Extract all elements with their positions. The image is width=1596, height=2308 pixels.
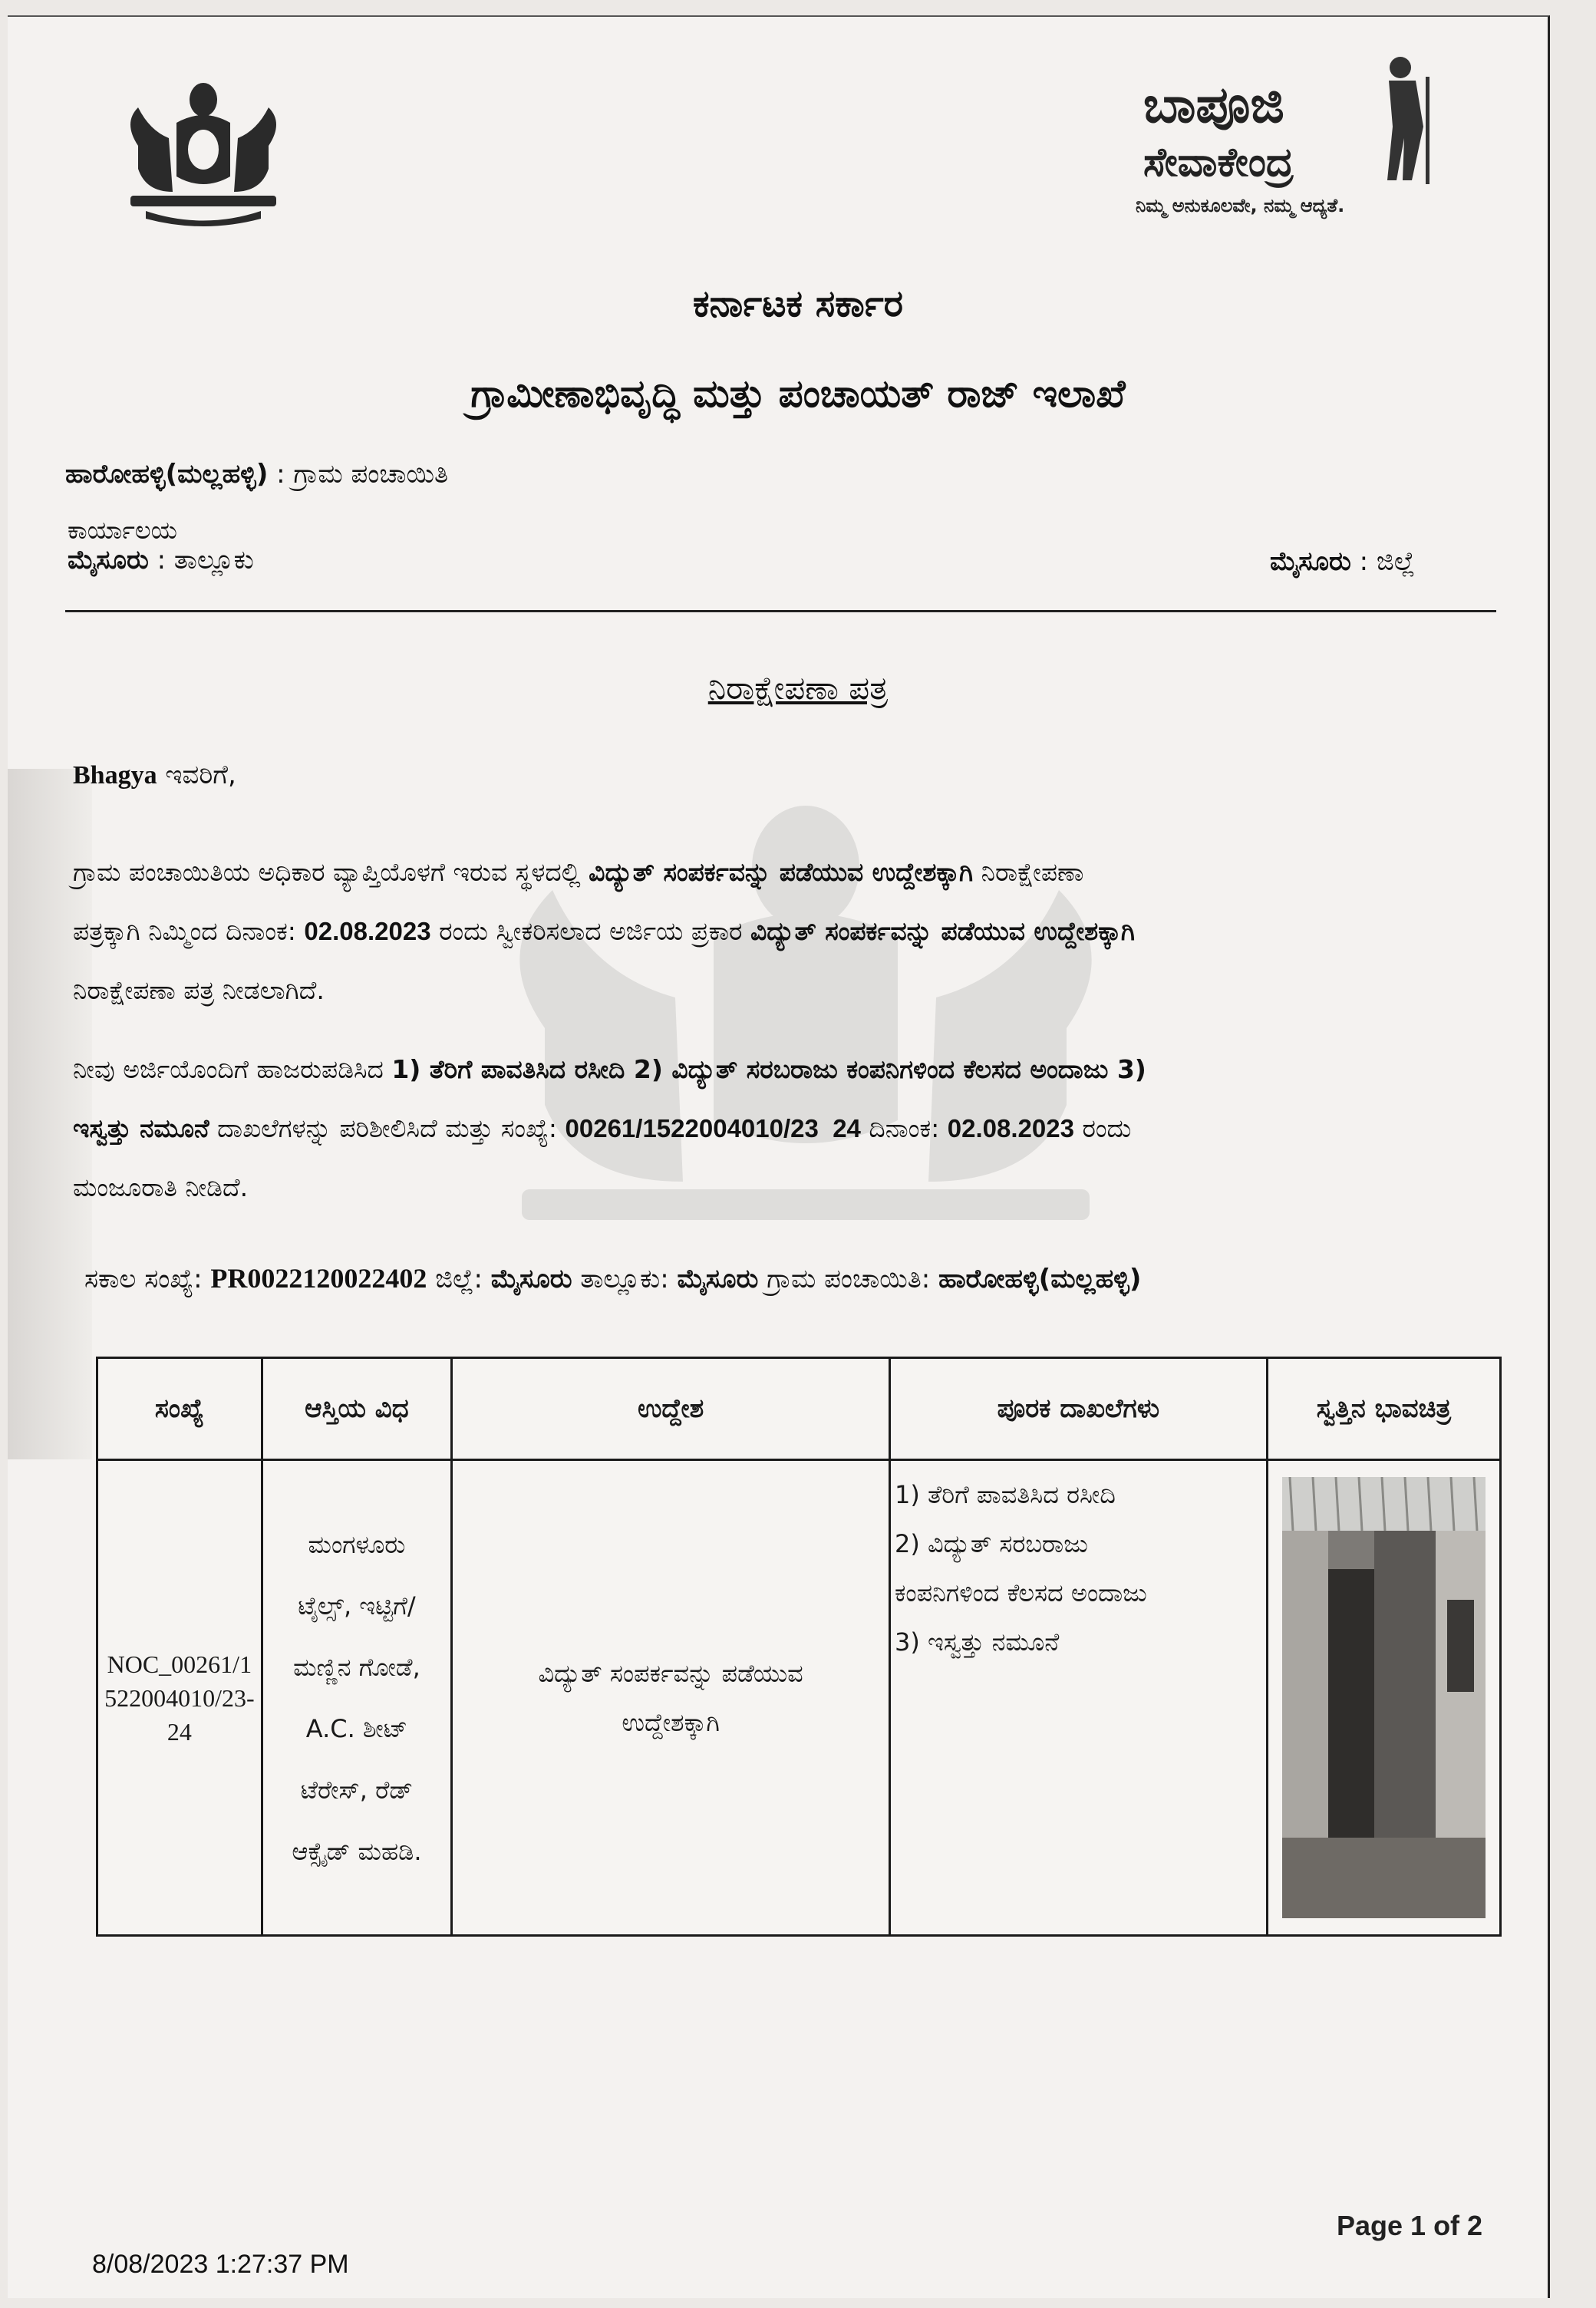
noc-number-line3: 24	[167, 1717, 192, 1746]
gp-suffix: : ಗ್ರಾಮ ಪಂಚಾಯಿತಿ	[268, 459, 449, 490]
application-date: 02.08.2023	[304, 917, 431, 945]
table-row	[97, 1460, 1501, 1936]
sanction-date: 02.08.2023	[947, 1114, 1074, 1142]
page-number: Page 1 of 2	[1337, 2210, 1483, 2241]
para1-text-c: ನಿರಾಕ್ಷೇಪಣಾ	[973, 857, 1084, 887]
logo-tagline: ನಿಮ್ಮ ಅನುಕೂಲವೇ, ನಮ್ಮ ಆದ್ಯತೆ.	[1136, 195, 1345, 216]
taluk-line	[68, 545, 254, 575]
salutation-suffix: ಇವರಿಗೆ,	[157, 760, 236, 790]
property-photo	[1282, 1477, 1486, 1918]
district-suffix: : ಜಿಲ್ಲೆ	[1350, 546, 1416, 577]
paragraph-application	[73, 842, 1508, 1020]
para2-eswathu-bold: ಇಸ್ವತ್ತು ನಮೂನೆ	[73, 1113, 209, 1143]
gp-name: ಹಾರೋಹಳ್ಳಿ(ಮಲ್ಲಹಳ್ಳಿ)	[65, 459, 269, 490]
doc-item-2: 2) ವಿದ್ಯುತ್ ಸರಬರಾಜು	[895, 1529, 1088, 1558]
gandhi-figure-icon	[1358, 54, 1450, 184]
para1-text-e: ರಂದು ಸ್ವೀಕರಿಸಲಾದ ಅರ್ಜಿಯ ಪ್ರಕಾರ	[430, 916, 750, 946]
sanction-number: 00261/1522004010/23 24	[565, 1114, 861, 1142]
taluk-label: ತಾಲ್ಲೂಕು:	[572, 1264, 678, 1294]
gp-label: ಗ್ರಾಮ ಪಂಚಾಯಿತಿ:	[758, 1264, 939, 1294]
col-header-number: ಸಂಖ್ಯೆ	[97, 1358, 262, 1460]
property-type-line4: A.C. ಶೀಟ್	[305, 1713, 408, 1743]
government-heading: ಕರ್ನಾಟಕ ಸರ್ಕಾರ	[692, 282, 904, 325]
para2-line3: ಮಂಜೂರಾತಿ ನೀಡಿದೆ.	[73, 1172, 249, 1202]
sakala-label: ಸಕಾಲ ಸಂಖ್ಯೆ:	[84, 1264, 211, 1294]
office-label: ಕಾರ್ಯಾಲಯ	[68, 516, 177, 545]
logo-title: ಬಾಪೂಜಿ	[1143, 75, 1284, 134]
property-type-line5: ಟೆರೇಸ್, ರೆಡ್	[300, 1775, 414, 1805]
para1-line3: ನಿರಾಕ್ಷೇಪಣಾ ಪತ್ರ ನೀಡಲಾಗಿದೆ.	[73, 975, 325, 1005]
ref-gp: ಹಾರೋಹಳ್ಳಿ(ಮಲ್ಲಹಳ್ಳಿ)	[938, 1264, 1142, 1294]
department-heading: ಗ್ರಾಮೀಣಾಭಿವೃದ್ಧಿ ಮತ್ತು ಪಂಚಾಯತ್ ರಾಜ್ ಇಲಾಖೆ	[470, 371, 1126, 416]
property-type-line1: ಮಂಗಳೂರು	[308, 1529, 406, 1559]
karnataka-emblem-icon	[115, 77, 292, 230]
district-label: ಜಿಲ್ಲೆ:	[427, 1264, 491, 1294]
para1-purpose-bold-2: ವಿದ್ಯುತ್ ಸಂಪರ್ಕವನ್ನು ಪಡೆಯುವ ಉದ್ದೇಶಕ್ಕಾಗಿ	[750, 916, 1135, 946]
para1-text-d: ಪತ್ರಕ್ಕಾಗಿ ನಿಮ್ಮಿಂದ ದಿನಾಂಕ:	[73, 916, 305, 946]
property-type-line3: ಮಣ್ಣಿನ ಗೋಡೆ,	[293, 1652, 420, 1682]
col-header-purpose: ಉದ್ದೇಶ	[452, 1358, 890, 1460]
purpose-line2: ಉದ್ದೇಶಕ್ಕಾಗಿ	[622, 1707, 720, 1737]
taluk-suffix: : ತಾಲ್ಲೂಕು	[148, 545, 254, 575]
bapuji-sevakendra-logo	[1136, 54, 1450, 230]
logo-subtitle: ಸೇವಾಕೇಂದ್ರ	[1143, 140, 1294, 186]
col-header-property-photo: ಸ್ವತ್ತಿನ ಭಾವಚಿತ್ರ	[1267, 1358, 1500, 1460]
para2-text-a: ನೀವು ಅರ್ಜಿಯೊಂದಿಗೆ ಹಾಜರುಪಡಿಸಿದ	[73, 1054, 392, 1084]
noc-table	[96, 1357, 1502, 1937]
doc-item-1: 1) ತೆರಿಗೆ ಪಾವತಿಸಿದ ರಸೀದಿ	[895, 1480, 1116, 1509]
sakala-number: PR0022120022402	[210, 1263, 427, 1294]
cell-noc-number	[97, 1460, 262, 1936]
para1-line2	[73, 902, 1508, 961]
ref-taluk: ಮೈಸೂರು	[677, 1264, 759, 1294]
noc-number-line2: 522004010/23-	[104, 1683, 255, 1712]
print-timestamp: 8/08/2023 1:27:37 PM	[92, 2250, 349, 2279]
para2-text-c: ದಿನಾಂಕ:	[860, 1113, 948, 1143]
noc-number-line1: NOC_00261/1	[107, 1650, 252, 1678]
table-header-row	[97, 1358, 1501, 1460]
reference-line	[84, 1262, 1141, 1294]
cell-purpose	[452, 1460, 890, 1936]
property-type-line6: ಆಕ್ಸೈಡ್ ಮಹಡಿ.	[292, 1836, 422, 1866]
noc-title: ನಿರಾಕ್ಷೇಪಣಾ ಪತ್ರ	[707, 669, 889, 707]
district-line	[1270, 546, 1415, 577]
taluk-name: ಮೈಸೂರು	[68, 545, 149, 575]
col-header-property-type: ಆಸ್ತಿಯ ವಿಧ	[262, 1358, 452, 1460]
property-type-line2: ಟೈಲ್ಸ್, ಇಟ್ಟಿಗೆ/	[298, 1591, 416, 1621]
recipient-name: Bhagya	[73, 761, 157, 790]
paragraph-documents	[73, 1040, 1508, 1217]
header-divider	[65, 610, 1496, 612]
para2-text-b: ದಾಖಲೆಗಳನ್ನು ಪರಿಶೀಲಿಸಿದೆ ಮತ್ತು ಸಂಖ್ಯೆ:	[209, 1113, 566, 1143]
para2-text-d: ರಂದು	[1073, 1113, 1132, 1143]
salutation	[73, 760, 236, 790]
cell-supporting-docs	[890, 1460, 1268, 1936]
para1-text-a: ಗ್ರಾಮ ಪಂಚಾಯಿತಿಯ ಅಧಿಕಾರ ವ್ಯಾಪ್ತಿಯೊಳಗೆ ಇರುವ ಸ್ಥಳದಲ್ಲಿ	[73, 857, 589, 887]
para1-purpose-bold: ವಿದ್ಯುತ್ ಸಂಪರ್ಕವನ್ನು ಪಡೆಯುವ ಉದ್ದೇಶಕ್ಕಾಗಿ	[589, 857, 974, 887]
cell-property-photo	[1267, 1460, 1500, 1936]
doc-item-2-cont: ಕಂಪನಿಗಳಿಂದ ಕೆಲಸದ ಅಂದಾಜು	[895, 1578, 1147, 1607]
gp-line	[65, 459, 448, 490]
para1-line1	[73, 842, 1508, 902]
district-name: ಮೈಸೂರು	[1270, 546, 1351, 577]
cell-property-type	[262, 1460, 452, 1936]
para2-line1	[73, 1040, 1508, 1099]
doc-item-3: 3) ಇಸ್ವತ್ತು ನಮೂನೆ	[895, 1627, 1060, 1657]
para2-line2	[73, 1099, 1508, 1158]
col-header-supporting-docs: ಪೂರಕ ದಾಖಲೆಗಳು	[890, 1358, 1268, 1460]
purpose-line1: ವಿದ್ಯುತ್ ಸಂಪರ್ಕವನ್ನು ಪಡೆಯುವ	[538, 1658, 803, 1688]
ref-district: ಮೈಸೂರು	[490, 1264, 572, 1294]
para2-docs-bold: 1) ತೆರಿಗೆ ಪಾವತಿಸಿದ ರಸೀದಿ 2) ವಿದ್ಯುತ್ ಸರಬರಾಜು ಕಂಪನಿಗಳಿಂದ ಕೆಲಸದ ಅಂದಾಜು 3)	[391, 1054, 1146, 1084]
